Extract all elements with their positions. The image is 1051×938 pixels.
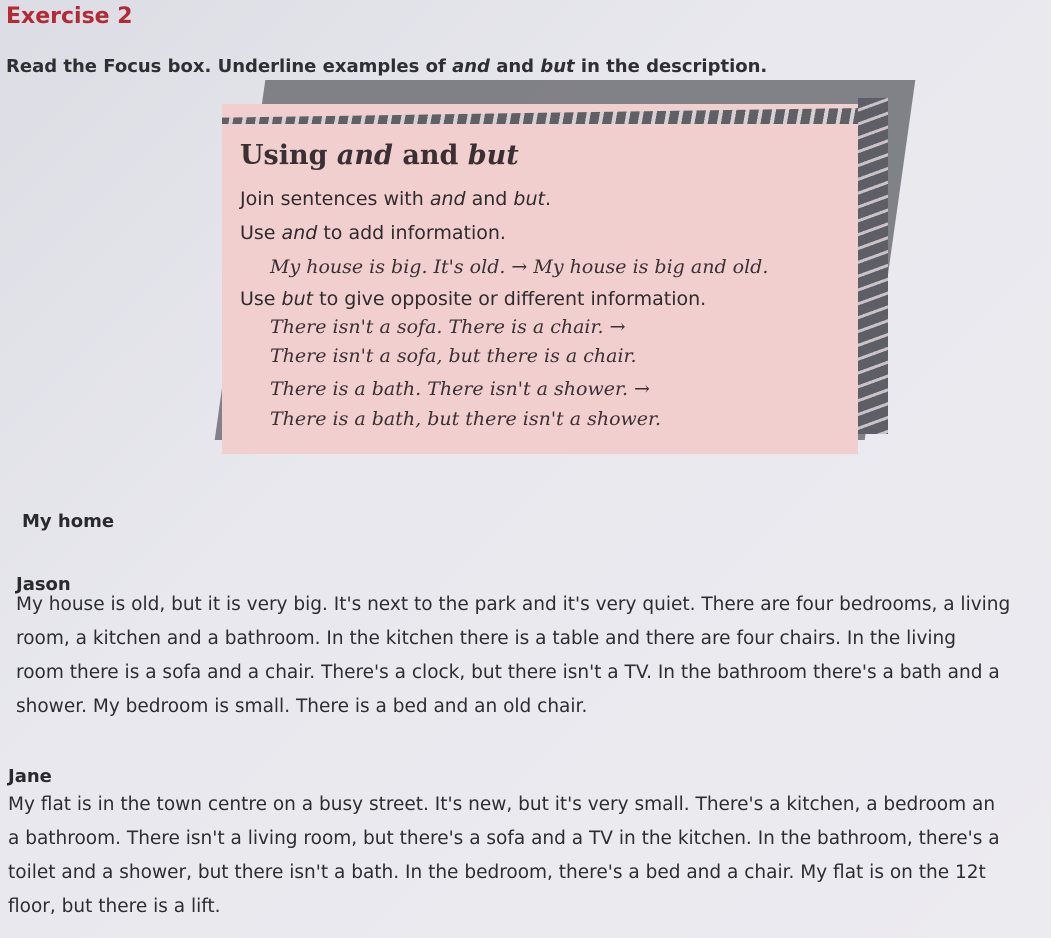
jason-name: Jason xyxy=(16,574,71,595)
instruction-text: in the description. xyxy=(574,56,768,77)
instruction-text: Read the Focus box. Underline examples of xyxy=(6,56,453,77)
focus-heading-but: but xyxy=(467,140,519,171)
focus-box-side-stripes xyxy=(858,98,888,434)
rule-text: to add information. xyxy=(317,222,506,244)
rule-but: but xyxy=(281,288,314,310)
paragraph-line: room, a kitchen and a bathroom. In the kitchen there is a table and there are four chairs. In the living xyxy=(16,628,957,649)
rule-text: Join sentences with xyxy=(240,188,430,210)
paragraph-line: shower. My bedroom is small. There is a bed and an old chair. xyxy=(16,696,588,717)
focus-example-but-1a: There isn't a sofa. There is a chair. → xyxy=(270,316,626,338)
rule-and: and xyxy=(429,188,466,210)
instruction-text: and xyxy=(489,56,541,77)
jane-name: Jane xyxy=(8,766,52,787)
focus-heading-text: and xyxy=(392,140,468,171)
rule-text: Use xyxy=(240,222,282,244)
paragraph-line: toilet and a shower, but there isn't a bath. In the bedroom, there's a bed and a chair. My flat is on the 12t xyxy=(8,862,986,883)
focus-rule-join xyxy=(240,188,551,210)
focus-heading-and: and xyxy=(336,140,393,171)
rule-text: and xyxy=(465,188,514,210)
focus-example-and: My house is big. It's old. → My house is big and old. xyxy=(270,256,769,278)
jane-paragraph xyxy=(8,788,1000,924)
focus-heading xyxy=(240,140,519,171)
instruction-but: but xyxy=(540,56,575,77)
paragraph-line: floor, but there is a lift. xyxy=(8,896,221,917)
focus-rule-and xyxy=(240,222,506,244)
focus-rule-but xyxy=(240,288,706,310)
instruction xyxy=(6,56,767,77)
rule-but: but xyxy=(513,188,545,210)
paragraph-line: My house is old, but it is very big. It's next to the park and it's very quiet. There are four bedrooms, a living xyxy=(16,594,1011,615)
focus-example-but-2b: There is a bath, but there isn't a shower. xyxy=(270,408,662,430)
instruction-and: and xyxy=(452,56,490,77)
rule-text: Use xyxy=(240,288,282,310)
focus-heading-text: Using xyxy=(240,140,337,171)
jason-paragraph xyxy=(16,588,1010,724)
rule-and: and xyxy=(281,222,318,244)
paragraph-line: a bathroom. There isn't a living room, but there's a sofa and a TV in the kitchen. In the bathroom, there's a xyxy=(8,828,1000,849)
rule-text: to give opposite or different information. xyxy=(313,288,707,310)
section-title: My home xyxy=(22,511,115,532)
focus-example-but-2a: There is a bath. There isn't a shower. → xyxy=(270,378,650,400)
rule-text: . xyxy=(544,188,552,210)
exercise-title: Exercise 2 xyxy=(6,4,133,29)
paragraph-line: My flat is in the town centre on a busy street. It's new, but it's very small. There's a kitchen, a bedroom an xyxy=(8,794,996,815)
focus-example-but-1b: There isn't a sofa, but there is a chair. xyxy=(270,345,637,367)
paragraph-line: room there is a sofa and a chair. There's a clock, but there isn't a TV. In the bathroom there's a bath and a xyxy=(16,662,1000,683)
